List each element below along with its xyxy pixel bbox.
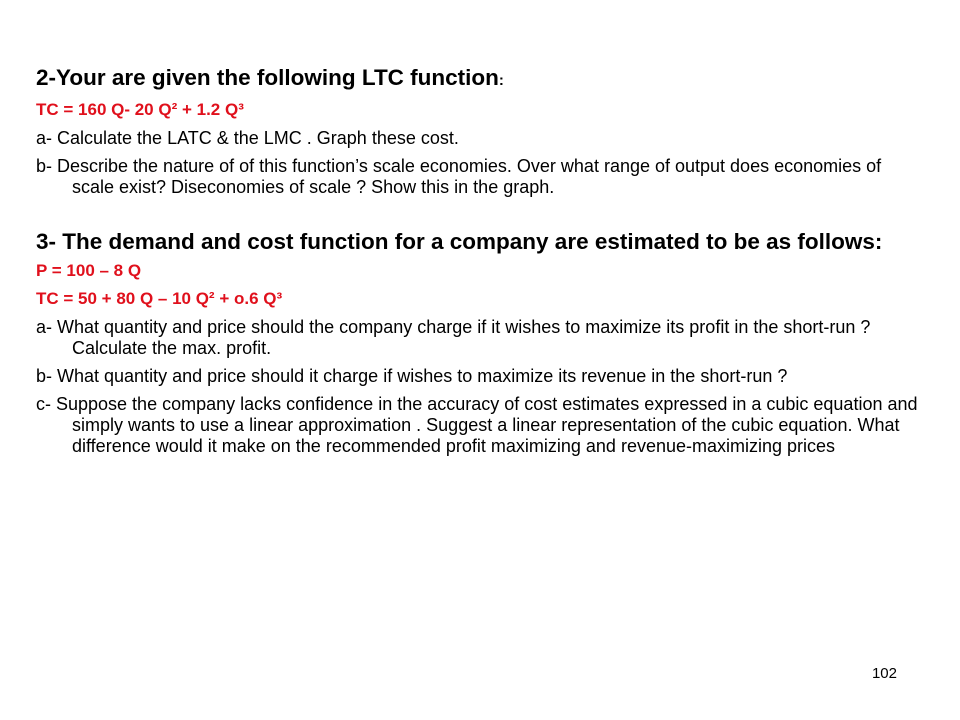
question-2-heading-colon: :	[498, 72, 504, 89]
question-2-part-b: b- Describe the nature of of this function’s scale economies. Over what range of output does economies of scale exist? Diseconomies of scale ? Show this in the graph.	[36, 156, 882, 197]
question-3-heading: 3- The demand and cost function for a company are estimated to be as follows:	[36, 229, 883, 254]
question-2-heading-text: 2-Your are given the following LTC function	[36, 65, 499, 90]
page-number: 102	[871, 665, 897, 682]
question-3-demand-equation: P = 100 – 8 Q	[36, 261, 142, 280]
question-3-part-b: b- What quantity and price should it charge if wishes to maximize its revenue in the short-run ?	[36, 366, 788, 386]
slide-content	[36, 64, 922, 464]
question-3-part-a: a- What quantity and price should the company charge if it wishes to maximize its profit in the short-run ? Calculate the max. profit.	[36, 317, 871, 358]
question-2-heading	[36, 64, 922, 94]
question-2-part-a: a- Calculate the LATC & the LMC . Graph these cost.	[36, 128, 459, 148]
question-3-part-c: c- Suppose the company lacks confidence in the accuracy of cost estimates expressed in a cubic equation and simply wants to use a linear approximation . Suggest a linear representation of the cubic equation. What difference would it make on the recommended profit maximizing and revenue-maximizing prices	[36, 394, 918, 456]
question-2-cost-equation: TC = 160 Q- 20 Q² + 1.2 Q³	[36, 100, 244, 119]
question-3-cost-equation: TC = 50 + 80 Q – 10 Q² + o.6 Q³	[36, 289, 283, 308]
